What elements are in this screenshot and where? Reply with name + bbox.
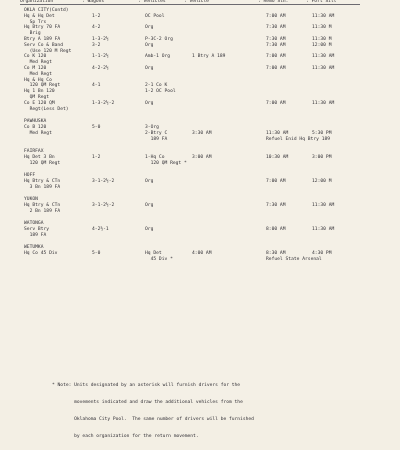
cell-arrive: 4:30 PM (312, 251, 332, 256)
cell-org: PAWHUSKA (24, 119, 47, 125)
cell-wagons: 4-2-2½ (92, 66, 109, 71)
cell-org: Hq Co 45 Div (24, 251, 58, 256)
cell-depart: 8:30 AM (266, 251, 286, 256)
cell-vehicle: 1 Btry A 189 (192, 54, 226, 60)
cell-depart: Refuel Enid Hq Btry 189 (266, 136, 331, 142)
cell-wagons: 5-0 (92, 251, 101, 256)
cell-org: Btry A 189 FA (24, 37, 61, 42)
cell-arrive: 11:30 AM (312, 100, 335, 106)
header-rule (20, 4, 360, 5)
cell-vehicles: Org (145, 100, 154, 106)
cell-org: Hq & Hq Det (24, 13, 55, 19)
cell-org: Hq 1 Bn 120 (24, 89, 55, 95)
cell-depart: 7:30 AM (266, 202, 286, 208)
cell-depart: 7:00 AM (266, 100, 286, 106)
cell-org: Brig (24, 31, 41, 37)
cell-arrive: 11:30 M (312, 37, 332, 42)
cell-depart: 10:30 AM (266, 154, 289, 160)
header-cell: : Fort Sill (306, 0, 337, 4)
cell-org: Co M 120 (24, 66, 47, 71)
cell-arrive: 11:30 AM (312, 227, 335, 232)
header-cell: : Vehicles (138, 0, 166, 4)
cell-depart: 7:30 AM (266, 42, 286, 48)
cell-org: 120 QM Regt (24, 83, 61, 89)
header-cell: : Vehicle (184, 0, 209, 4)
cell-org: Hq Det 3 Bn (24, 154, 55, 160)
cell-vehicles: 2-Btry C (145, 130, 168, 136)
cell-wagons: 5-0 (92, 124, 101, 130)
cell-vehicles: 1-Hq Co (145, 154, 165, 160)
cell-org: 3 Bn 189 FA (24, 184, 61, 190)
cell-vehicles: 189 FA (145, 136, 168, 142)
cell-vehicles: Org (145, 42, 154, 48)
cell-vehicle: 3:30 AM (192, 130, 212, 136)
cell-vehicle: 4:00 AM (192, 251, 212, 256)
cell-wagons: 1-3-2½ (92, 37, 109, 42)
cell-depart: Refuel State Arsenal (266, 256, 322, 262)
cell-org: 189 FA (24, 232, 47, 238)
cell-arrive: 12:00 M (312, 42, 332, 48)
cell-org: OKLA CITY(Contd) (24, 8, 69, 13)
cell-depart: 7:30 AM (266, 37, 286, 42)
cell-vehicles: Hq Det (145, 251, 162, 256)
cell-org: Co E 120 QM (24, 100, 55, 106)
cell-depart: 7:00 AM (266, 54, 286, 60)
header-cell: Organization (20, 0, 54, 4)
cell-vehicles: 120 QM Regt * (145, 160, 187, 166)
cell-org: QM Regt (24, 95, 50, 100)
cell-arrive: 11:30 AM (312, 13, 335, 19)
cell-org: FAIRFAX (24, 148, 44, 154)
cell-vehicles: Org (145, 178, 154, 184)
cell-wagons: 3-2 (92, 42, 101, 48)
cell-vehicles: Org (145, 66, 154, 71)
cell-org: (Use 120 M Regt (24, 48, 72, 54)
cell-arrive: 12:00 M (312, 178, 332, 184)
cell-org: 120 QM Regt (24, 160, 61, 166)
cell-arrive: 11:30 AM (312, 54, 335, 60)
footnote-line: Oklahoma City Pool. The same number of drivers will be furnished (52, 416, 254, 422)
cell-arrive: 11:30 AM (312, 66, 335, 71)
cell-wagons: 4-1 (92, 83, 101, 89)
cell-wagons: 1-3-2½-2 (92, 100, 115, 106)
cell-wagons: 3-1-2½-2 (92, 202, 115, 208)
cell-org: Regt(Less Det) (24, 106, 69, 112)
header-cell: : Remo Stn. (258, 0, 289, 4)
cell-arrive: 11:30 M (312, 25, 332, 31)
cell-org: Hq Btry 70 FA (24, 25, 61, 31)
cell-depart: 7:30 AM (266, 25, 286, 31)
cell-vehicles: 2-1 Co K (145, 83, 168, 89)
cell-org: Hq & Hq Co (24, 77, 52, 83)
cell-org: Med Regt (24, 60, 52, 66)
footnote-line: * Note: Units designated by an asterisk will furnish drivers for the (52, 383, 241, 389)
cell-depart: 8:00 AM (266, 227, 286, 232)
cell-depart: 11:30 AM (266, 130, 289, 136)
cell-vehicle: 3:00 AM (192, 154, 212, 160)
cell-org: Hq Btry & CTn (24, 178, 61, 184)
header-cell: : Wagons (82, 0, 105, 4)
cell-vehicles: Amb-1 Org (145, 54, 171, 60)
cell-wagons: 4-2½-1 (92, 227, 109, 232)
cell-arrive: 5:30 PM (312, 130, 332, 136)
cell-org: YUKON (24, 197, 38, 203)
cell-vehicles: 3-Org (145, 124, 159, 130)
cell-vehicles: 1-2 OC Pool (145, 89, 176, 95)
cell-org: 2 Bn 189 FA (24, 208, 61, 214)
cell-arrive: 3:00 PM (312, 154, 332, 160)
cell-org: Sp Trs (24, 19, 47, 25)
cell-vehicles: Org (145, 227, 154, 232)
cell-wagons: 1-2 (92, 13, 101, 19)
cell-org: Med Regt (24, 130, 52, 136)
footnote-line: movements indicated and draw the additional vehicles from the (52, 399, 243, 405)
cell-org: Co B 120 (24, 124, 47, 130)
footnote (52, 372, 352, 450)
cell-wagons: 3-1-2½-2 (92, 178, 115, 184)
cell-org: HOFF (24, 173, 36, 178)
cell-vehicles: P-3C-2 Org (145, 37, 173, 42)
cell-org: Med Regt (24, 71, 52, 77)
cell-org: WATONGA (24, 221, 44, 227)
cell-vehicles: Org (145, 25, 154, 31)
cell-vehicles: OC Pool (145, 13, 165, 19)
cell-org: Serv Co & Band (24, 42, 63, 48)
cell-wagons: 1-1-2½ (92, 54, 109, 60)
cell-depart: 7:00 AM (266, 178, 286, 184)
footnote-line: by each organization for the return movement. (52, 433, 199, 439)
cell-org: Co K 120 (24, 54, 47, 60)
cell-wagons: 1-2 (92, 154, 101, 160)
cell-vehicles: 45 Div * (145, 256, 173, 262)
cell-wagons: 4-2 (92, 25, 101, 31)
cell-depart: 7:00 AM (266, 66, 286, 71)
cell-org: WETUMKA (24, 245, 44, 251)
cell-depart: 7:00 AM (266, 13, 286, 19)
cell-org: Hq Btry & CTn (24, 202, 61, 208)
cell-org: Serv Btry (24, 227, 50, 232)
cell-vehicles: Org (145, 202, 154, 208)
cell-arrive: 11:30 AM (312, 202, 335, 208)
